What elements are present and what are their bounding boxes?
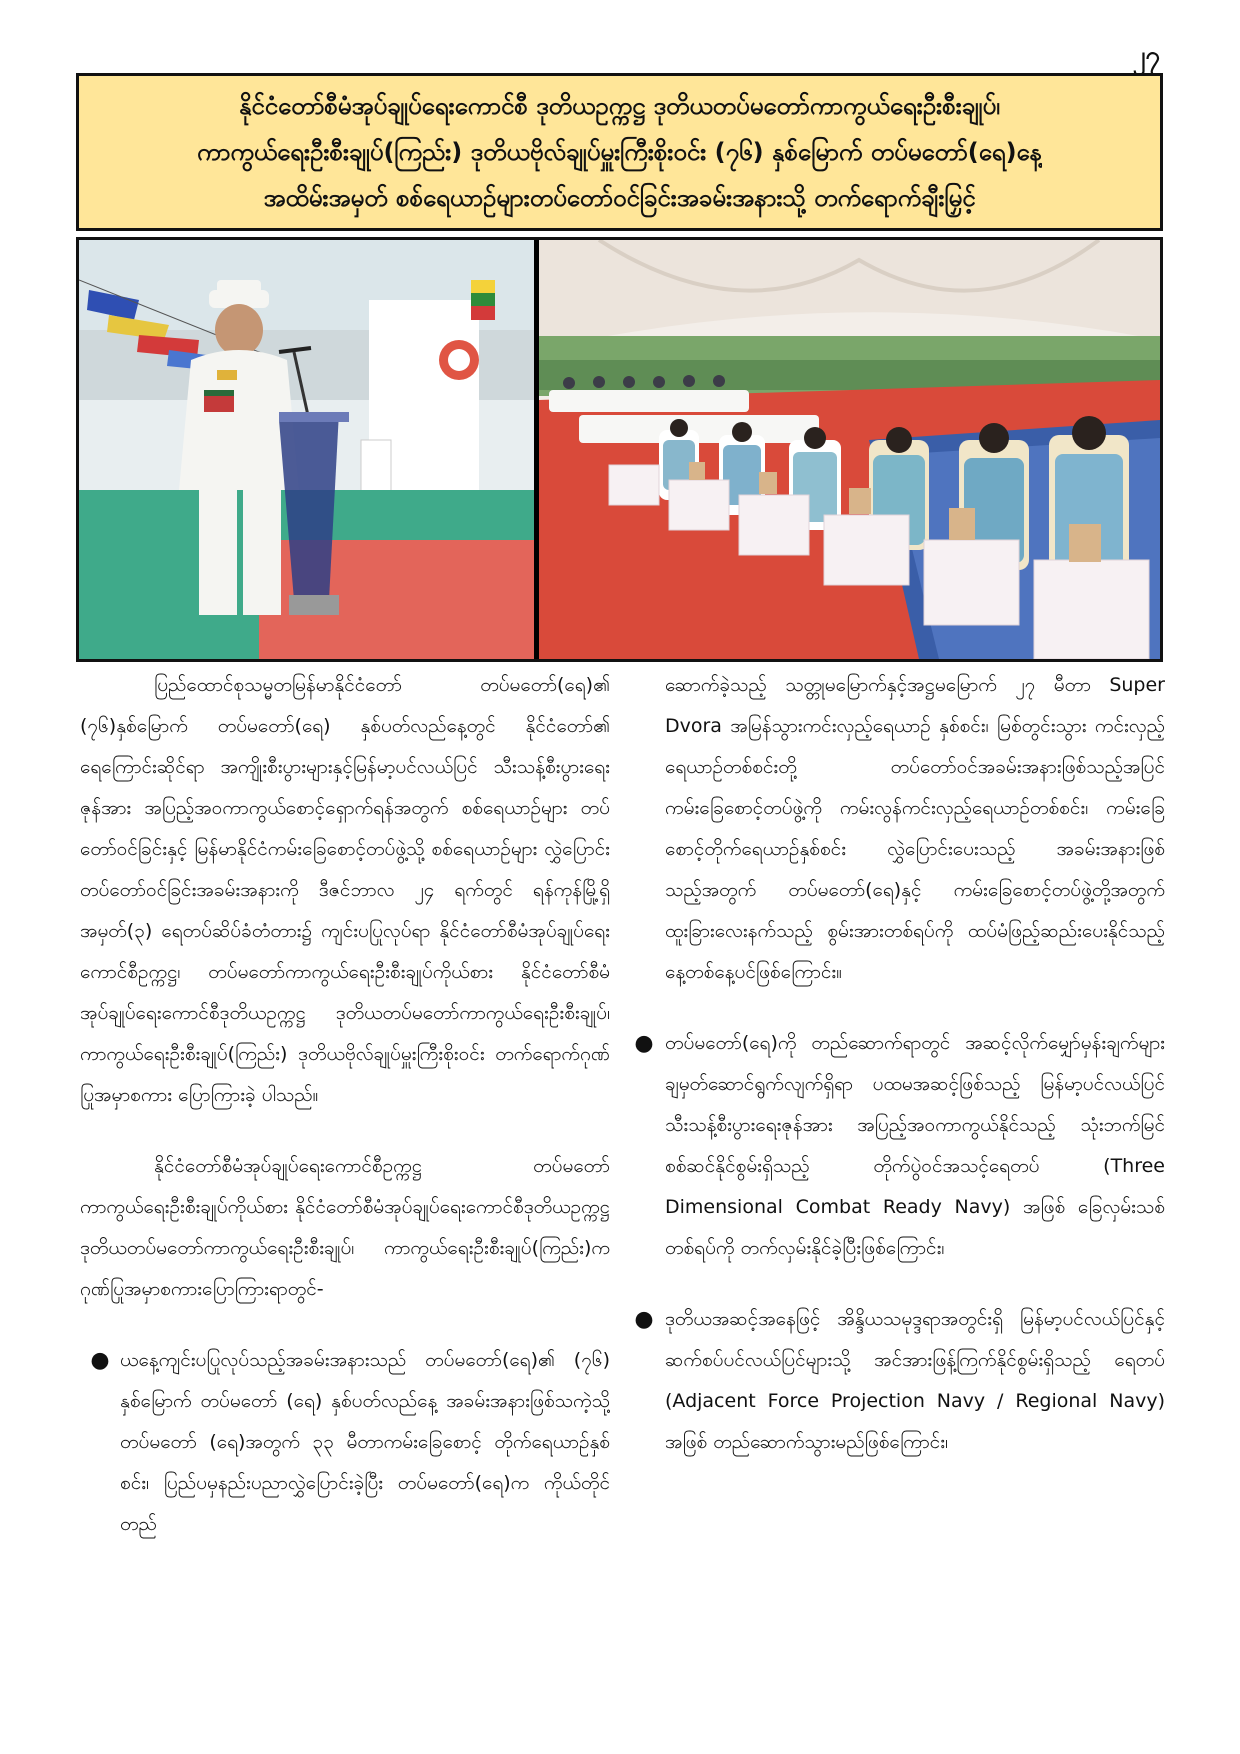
paragraph-speech-intro: နိုင်ငံတော်စီမံအုပ်ချုပ်ရေးကောင်စီဥက္ကဋ္ဌ တပ်မတော်ကာကွယ်ရေးဦးစီးချုပ်ကိုယ်စား နိုင်ငံတော်စီမံအုပ်ချုပ်ရေးကောင်စီဒုတိယဥက္ကဋ္ဌ ဒုတိယတပ်မတော်ကာကွယ်ရေးဦးစီးချုပ်၊ ကာကွယ်ရေးဦးစီးချုပ်(ကြည်း)က ဂုဏ်ပြုအမှာစကားပြောကြားရာတွင်- (80, 1155, 610, 1300)
bullet-1-text: ယနေ့ကျင်းပပြုလုပ်သည့်အခမ်းအနားသည် တပ်မတော်(ရေ)၏ (၇၆) နှစ်မြောက် တပ်မတော် (ရေ) နှစ်ပတ်လည်နေ့ အခမ်းအနားဖြစ်သကဲ့သို့ တပ်မတော် (ရေ)အတွက် ၃၃ မီတာကမ်းခြေစောင့် တိုက်ရေယာဉ်နှစ်စင်း၊ ပြည်ပမှနည်းပညာလွှဲပြောင်းခဲ့ပြီး တပ်မတော်(ရေ)က ကိုယ်တိုင်တည် (120, 1349, 610, 1535)
paragraph-intro: ပြည်ထောင်စုသမ္မတမြန်မာနိုင်ငံတော် တပ်မတော်(ရေ)၏ (၇၆)နှစ်မြောက် တပ်မတော်(ရေ) နှစ်ပတ်လည်နေ့တွင် နိုင်ငံတော်၏ ရေကြောင်းဆိုင်ရာ အကျိုးစီးပွားများနှင့်မြန်မာ့ပင်လယ်ပြင် သီးသန့်စီးပွားရေးဇုန်အား အပြည့်အဝကာကွယ်စောင့်ရှောက်ရန်အတွက် စစ်ရေယာဉ်များ တပ်တော်ဝင်ခြင်းနှင့် မြန်မာနိုင်ငံကမ်းခြေစောင့်တပ်ဖွဲ့သို့ စစ်ရေယာဉ်များ လွှဲပြောင်းတပ်တော်ဝင်ခြင်းအခမ်းအနားကို ဒီဇင်ဘာလ ၂၄ ရက်တွင် ရန်ကုန်မြို့ရှိ အမှတ်(၃) ရေတပ်ဆိပ်ခံတံတား၌ ကျင်းပပြုလုပ်ရာ နိုင်ငံတော်စီမံအုပ်ချုပ်ရေးကောင်စီဥက္ကဋ္ဌ၊ တပ်မတော်ကာကွယ်ရေးဦးစီးချုပ်ကိုယ်စား နိုင်ငံတော်စီမံအုပ်ချုပ်ရေးကောင်စီဒုတိယဥက္ကဋ္ဌ ဒုတိယတပ်မတော်ကာကွယ်ရေးဦးစီးချုပ်၊ ကာကွယ်ရေးဦးစီးချုပ်(ကြည်း) ဒုတိယဗိုလ်ချုပ်မှူးကြီးစိုးဝင်း တက်ရောက်ဂုဏ်ပြုအမှာစကား ပြောကြားခဲ့ ပါသည်။ (80, 674, 610, 1106)
bullet-icon: ● (90, 1348, 110, 1373)
bullet-item-1 (80, 1340, 610, 1545)
photo-frame (76, 237, 1163, 662)
audience-photo-illustration (539, 240, 1160, 659)
bullet-icon: ● (634, 1307, 654, 1332)
left-column (80, 665, 610, 1545)
bullet-2-text: တပ်မတော်(ရေ)ကို တည်ဆောက်ရာတွင် အဆင့်လိုက်မျှော်မှန်းချက်များ ချမှတ်ဆောင်ရွက်လျက်ရှိရာ ပထမအဆင့်ဖြစ်သည့် မြန်မာ့ပင်လယ်ပြင် သီးသန့်စီးပွားရေးဇုန်အား အပြည့်အဝကာကွယ်နိုင်သည့် သုံးဘက်မြင် စစ်ဆင်နိုင်စွမ်းရှိသည့် တိုက်ပွဲဝင်အသင့်ရေတပ် (Three Dimensional Combat Ready Navy) အဖြစ် ခြေလှမ်းသစ်တစ်ရပ်ကို တက်လှမ်းနိုင်ခဲ့ပြီးဖြစ်ကြောင်း၊ (665, 1032, 1165, 1259)
headline-line-2: ကာကွယ်ရေးဦးစီးချုပ်(ကြည်း) ဒုတိယဗိုလ်ချုပ်မှူးကြီးစိုးဝင်း (၇၆) နှစ်မြောက် တပ်မတော်(ရေ)နေ့ (196, 138, 1042, 166)
headline-line-3: အထိမ်းအမှတ် စစ်ရေယာဉ်များတပ်တော်ဝင်ခြင်းအခမ်းအနားသို့ တက်ရောက်ချီးမြှင့် (263, 184, 976, 212)
bullet-item-2 (623, 1023, 1165, 1269)
photo-speaker (79, 240, 534, 659)
speaker-photo-illustration (79, 240, 534, 659)
bullet-3-text: ဒုတိယအဆင့်အနေဖြင့် အိန္ဒိယသမုဒ္ဒရာအတွင်းရှိ မြန်မာ့ပင်လယ်ပြင်နှင့် ဆက်စပ်ပင်လယ်ပြင်များသို့ အင်အားဖြန့်ကြက်နိုင်စွမ်းရှိသည့် ရေတပ် (Adjacent Force Projection Navy / Regional Navy) အဖြစ် တည်ဆောက်သွားမည်ဖြစ်ကြောင်း၊ (665, 1308, 1165, 1453)
bullet-icon: ● (634, 1031, 654, 1056)
page-number: ၂၇ (1132, 41, 1160, 71)
headline-box (76, 73, 1163, 231)
bullet-item-3 (623, 1299, 1165, 1463)
headline-line-1: နိုင်ငံတော်စီမံအုပ်ချုပ်ရေးကောင်စီ ဒုတိယဥက္ကဋ္ဌ ဒုတိယတပ်မတော်ကာကွယ်ရေးဦးစီးချုပ်၊ (239, 92, 1000, 120)
right-column (634, 665, 1165, 1463)
bullet-1-continued-text: ဆောက်ခဲ့သည့် သတ္တုမမြောက်နှင့်အဋ္ဌမမြောက် ၂၇ မီတာ Super Dvora အမြန်သွားကင်းလှည့်ရေယာဉ် နှစ်စင်း၊ မြစ်တွင်းသွား ကင်းလှည့်ရေယာဉ်တစ်စင်းတို့ တပ်တော်ဝင်အခမ်းအနားဖြစ်သည့်အပြင် ကမ်းခြေစောင့်တပ်ဖွဲ့ကို ကမ်းလွန်ကင်းလှည့်ရေယာဉ်တစ်စင်း၊ ကမ်းခြေစောင့်တိုက်ရေယာဉ်နှစ်စင်း လွှဲပြောင်းပေးသည့် အခမ်းအနားဖြစ်သည့်အတွက် တပ်မတော်(ရေ)နှင့် ကမ်းခြေစောင့်တပ်ဖွဲ့တို့အတွက် ထူးခြားလေးနက်သည့် စွမ်းအားတစ်ရပ်ကို ထပ်မံဖြည့်ဆည်းပေးနိုင်သည့် နေ့တစ်နေ့ပင်ဖြစ်ကြောင်း။ (665, 674, 1165, 983)
photo-audience (539, 240, 1160, 659)
